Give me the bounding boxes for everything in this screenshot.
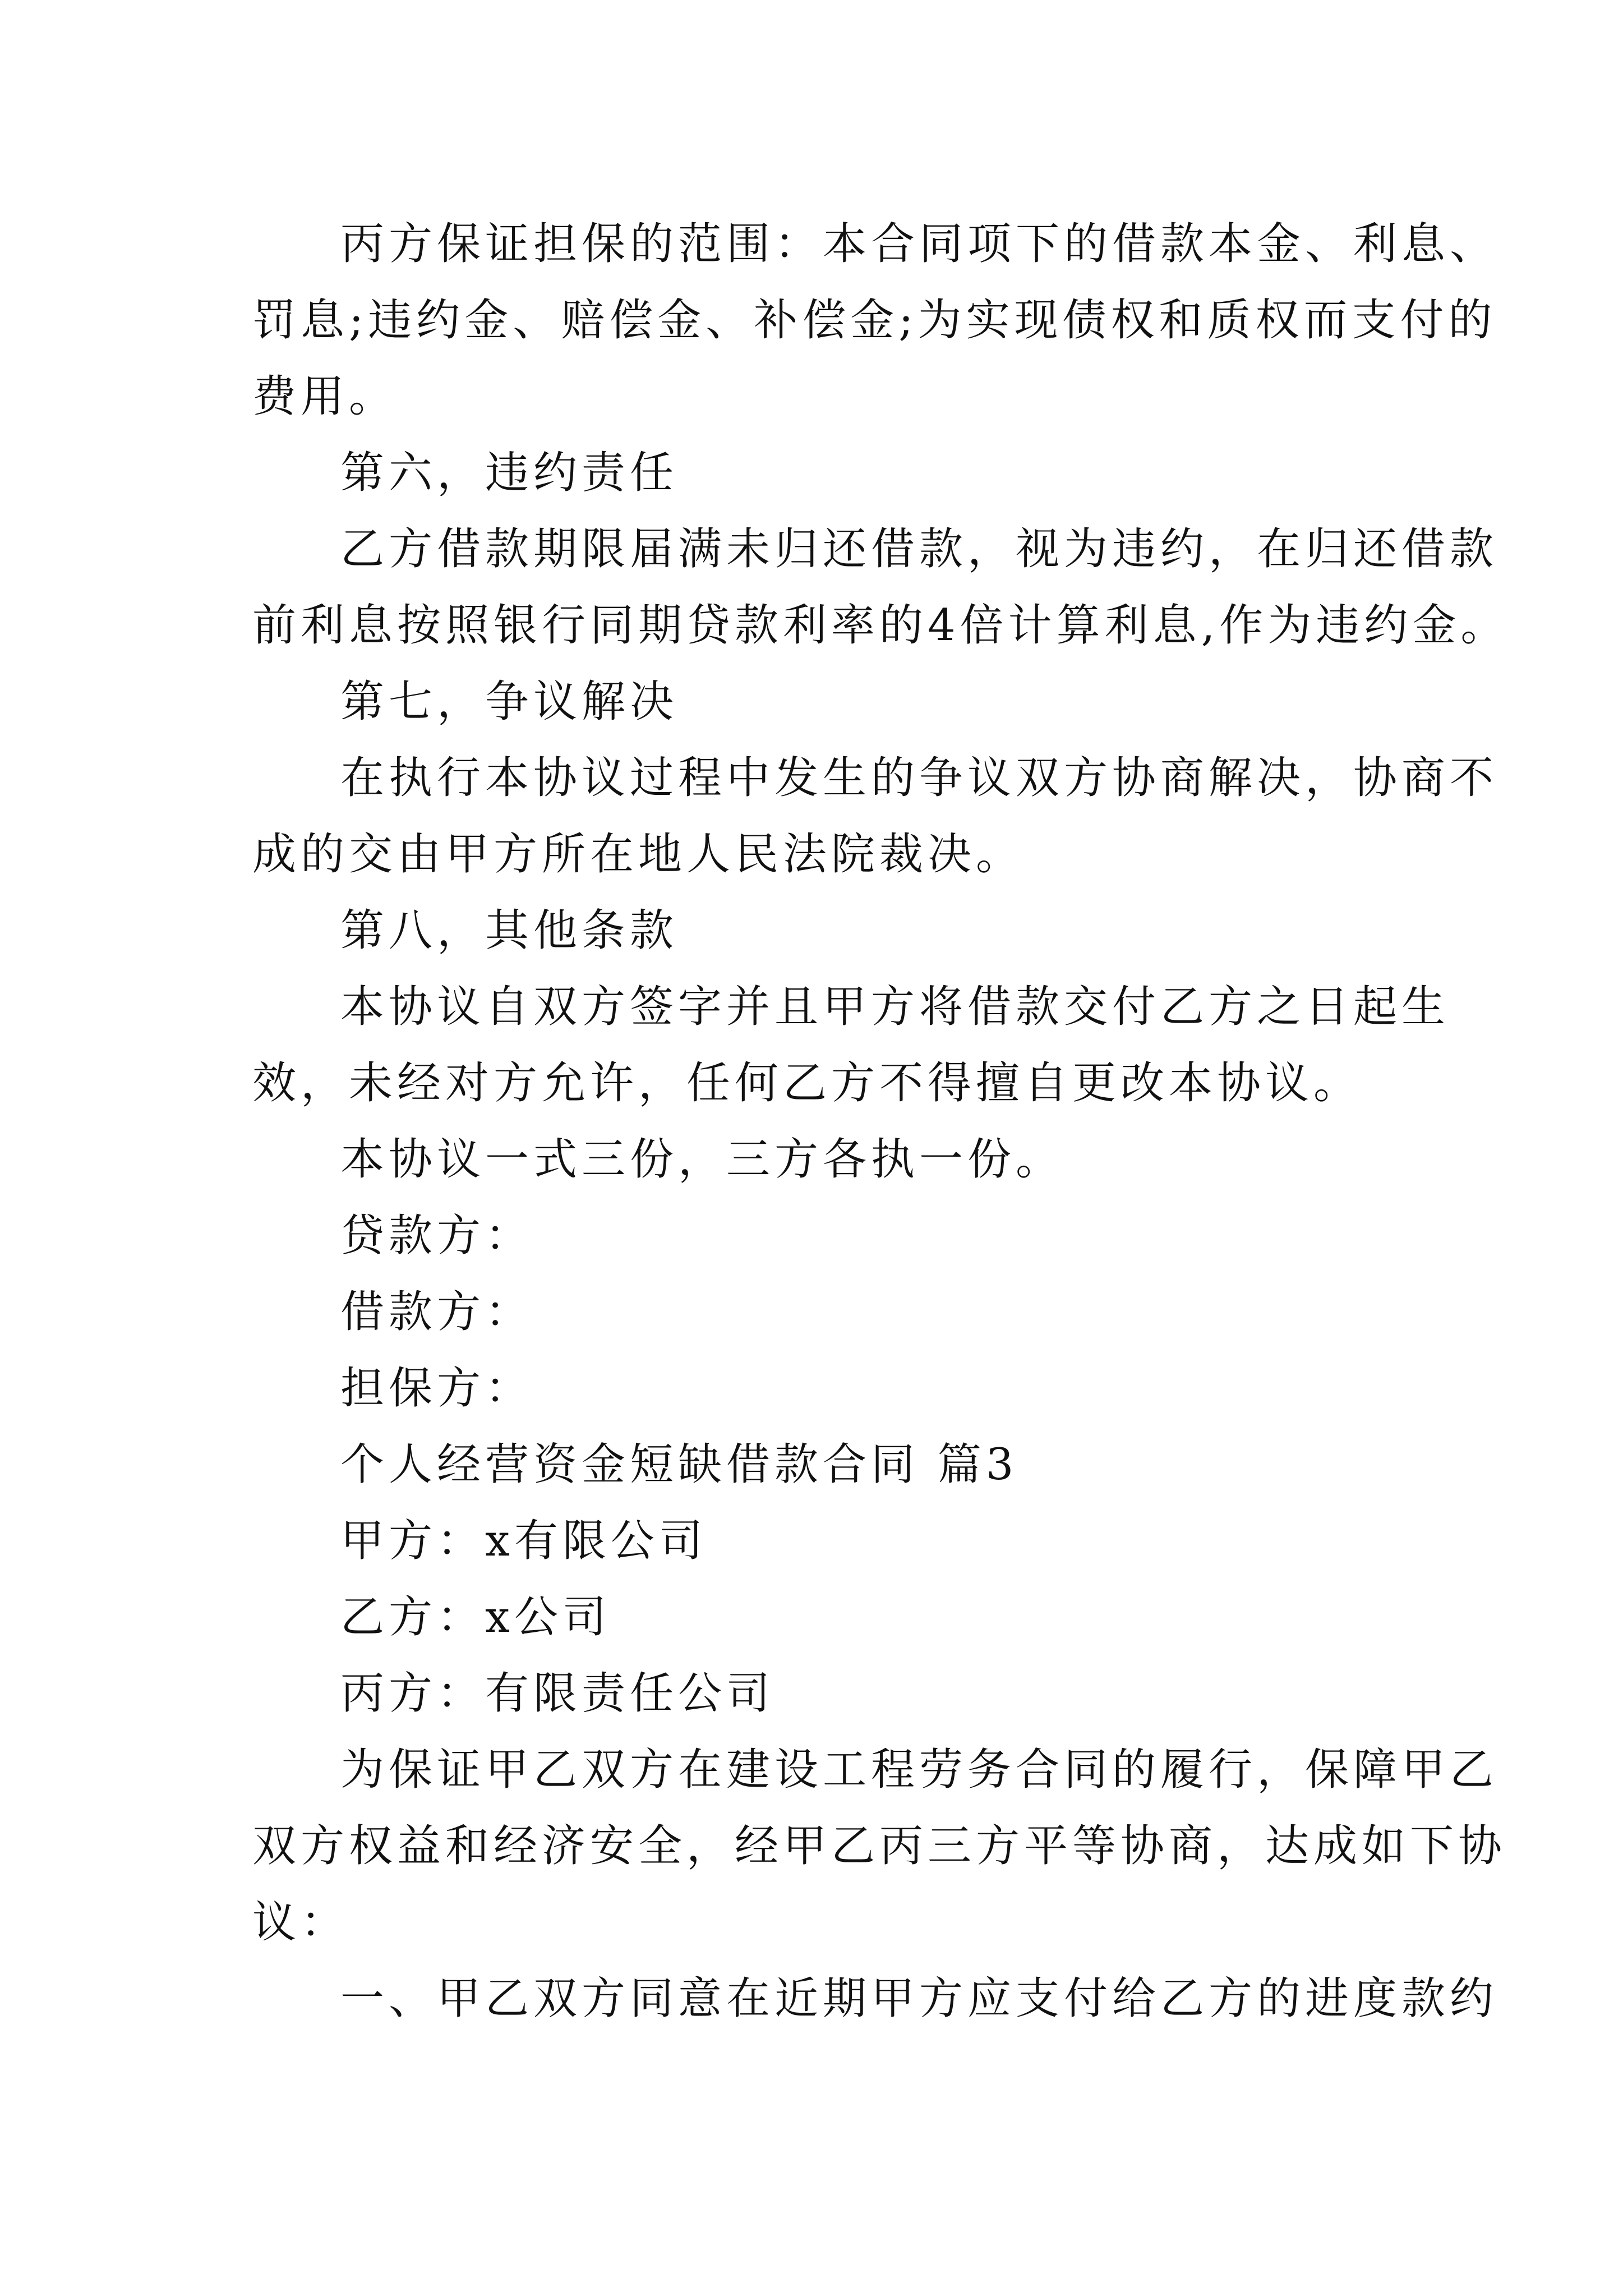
section-heading-other-terms: 第八，其他条款 [340, 905, 679, 956]
clause-one-line-1: 一、甲乙双方同意在近期甲方应支付给乙方的进度款约 [340, 1973, 1498, 2024]
paragraph-breach-line-1: 乙方借款期限届满未归还借款，视为违约，在归还借款 [340, 524, 1498, 574]
party-c-line: 丙方：有限责任公司 [340, 1668, 775, 1719]
paragraph-dispute-line-1: 在执行本协议过程中发生的争议双方协商解决，协商不 [340, 753, 1498, 803]
party-a-line: 甲方：x有限公司 [340, 1516, 707, 1566]
paragraph-dispute-line-2: 成的交由甲方所在地人民法院裁决。 [252, 829, 1025, 880]
paragraph-guarantee-scope-line-1: 丙方保证担保的范围：本合同项下的借款本金、利息、 [340, 219, 1498, 269]
paragraph-effectiveness-line-1: 本协议自双方签字并且甲方将借款交付乙方之日起生 [340, 982, 1450, 1032]
paragraph-effectiveness-line-2: 效，未经对方允许，任何乙方不得擅自更改本协议。 [252, 1058, 1362, 1108]
paragraph-breach-line-2: 前利息按照银行同期贷款利率的4倍计算利息,作为违约金。 [252, 600, 1509, 651]
paragraph-guarantee-scope-line-2: 罚息;违约金、赔偿金、补偿金;为实现债权和质权而支付的 [252, 295, 1497, 346]
paragraph-purpose-line-2: 双方权益和经济安全，经甲乙丙三方平等协商，达成如下协 [252, 1821, 1507, 1871]
paragraph-guarantee-scope-line-3: 费用。 [252, 371, 398, 422]
section-heading-dispute-resolution: 第七，争议解决 [340, 677, 679, 727]
contract-title-part-3: 个人经营资金短缺借款合同 篇3 [340, 1439, 1018, 1490]
paragraph-purpose-line-3: 议： [252, 1897, 349, 1948]
section-heading-breach-liability: 第六，违约责任 [340, 448, 679, 498]
signature-borrower-label: 借款方： [340, 1287, 534, 1337]
party-b-line: 乙方：x公司 [340, 1592, 611, 1642]
signature-lender-label: 贷款方： [340, 1211, 534, 1261]
paragraph-purpose-line-1: 为保证甲乙双方在建设工程劳务合同的履行，保障甲乙 [340, 1745, 1498, 1795]
paragraph-copies: 本协议一式三份，三方各执一份。 [340, 1134, 1064, 1185]
signature-guarantor-label: 担保方： [340, 1363, 534, 1414]
